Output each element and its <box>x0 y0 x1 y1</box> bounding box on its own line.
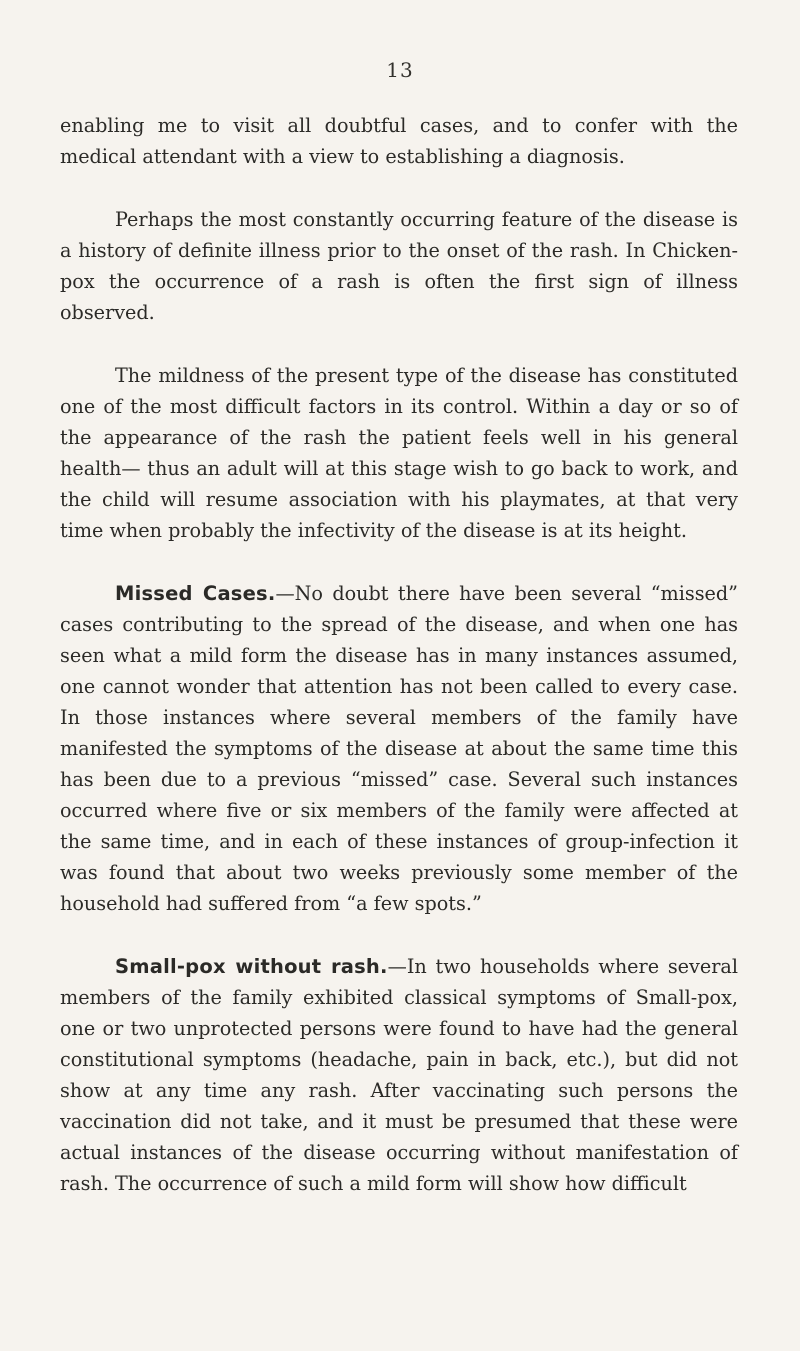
paragraph-rash-onset <box>60 204 738 328</box>
section-heading-smallpox-without-rash: Small-pox without rash. <box>115 955 388 978</box>
section-heading-missed-cases: Missed Cases. <box>115 582 276 605</box>
body-text <box>60 110 738 1231</box>
paragraph-text: —In two households where several members of the family exhibited classical symptoms of Small-pox, one or two unprotected persons were found to have had the general constitutional symptoms (headache, pain in back, etc.), but did not show at any time any rash. After vaccinating such persons the vaccination did not take, and it must be presumed that these were actual instances of the disease occurring without manifestation of rash. The occurrence of such a mild form will show how difficult <box>60 955 738 1195</box>
paragraph-smallpox-without-rash <box>60 951 738 1199</box>
paragraph-missed-cases <box>60 578 738 919</box>
paragraph-mildness <box>60 360 738 546</box>
page-number: 13 <box>386 58 414 82</box>
paragraph-text: —No doubt there have been several “missed” cases contributing to the spread of the disease, and when one has seen what a mild form the disease has in many instances assumed, one cannot wonder that attention has not been called to every case. In those instances where several members of the family have manifested the symptoms of the disease at about the same time this has been due to a previous “missed” case. Several such instances occurred where five or six members of the family were affected at the same time, and in each of these instances of group-infection it was found that about two weeks previously some member of the household had suffered from “a few spots.” <box>60 582 738 915</box>
paragraph-continuation <box>60 110 738 172</box>
paragraph-text: enabling me to visit all doubtful cases, and to confer with the medical attendant with a view to establishing a diagnosis. <box>60 114 738 168</box>
paragraph-text: Perhaps the most constantly occurring feature of the disease is a history of definite illness prior to the onset of the rash. In Chicken-pox the occurrence of a rash is often the first sign of illness observed. <box>60 208 738 324</box>
paragraph-text: The mildness of the present type of the disease has constituted one of the most difficult factors in its control. Within a day or so of the appearance of the rash the patient feels well in his general health— thus an adult will at this stage wish to go back to work, and the child will resume association with his playmates, at that very time when probably the infectivity of the disease is at its height. <box>60 364 738 542</box>
